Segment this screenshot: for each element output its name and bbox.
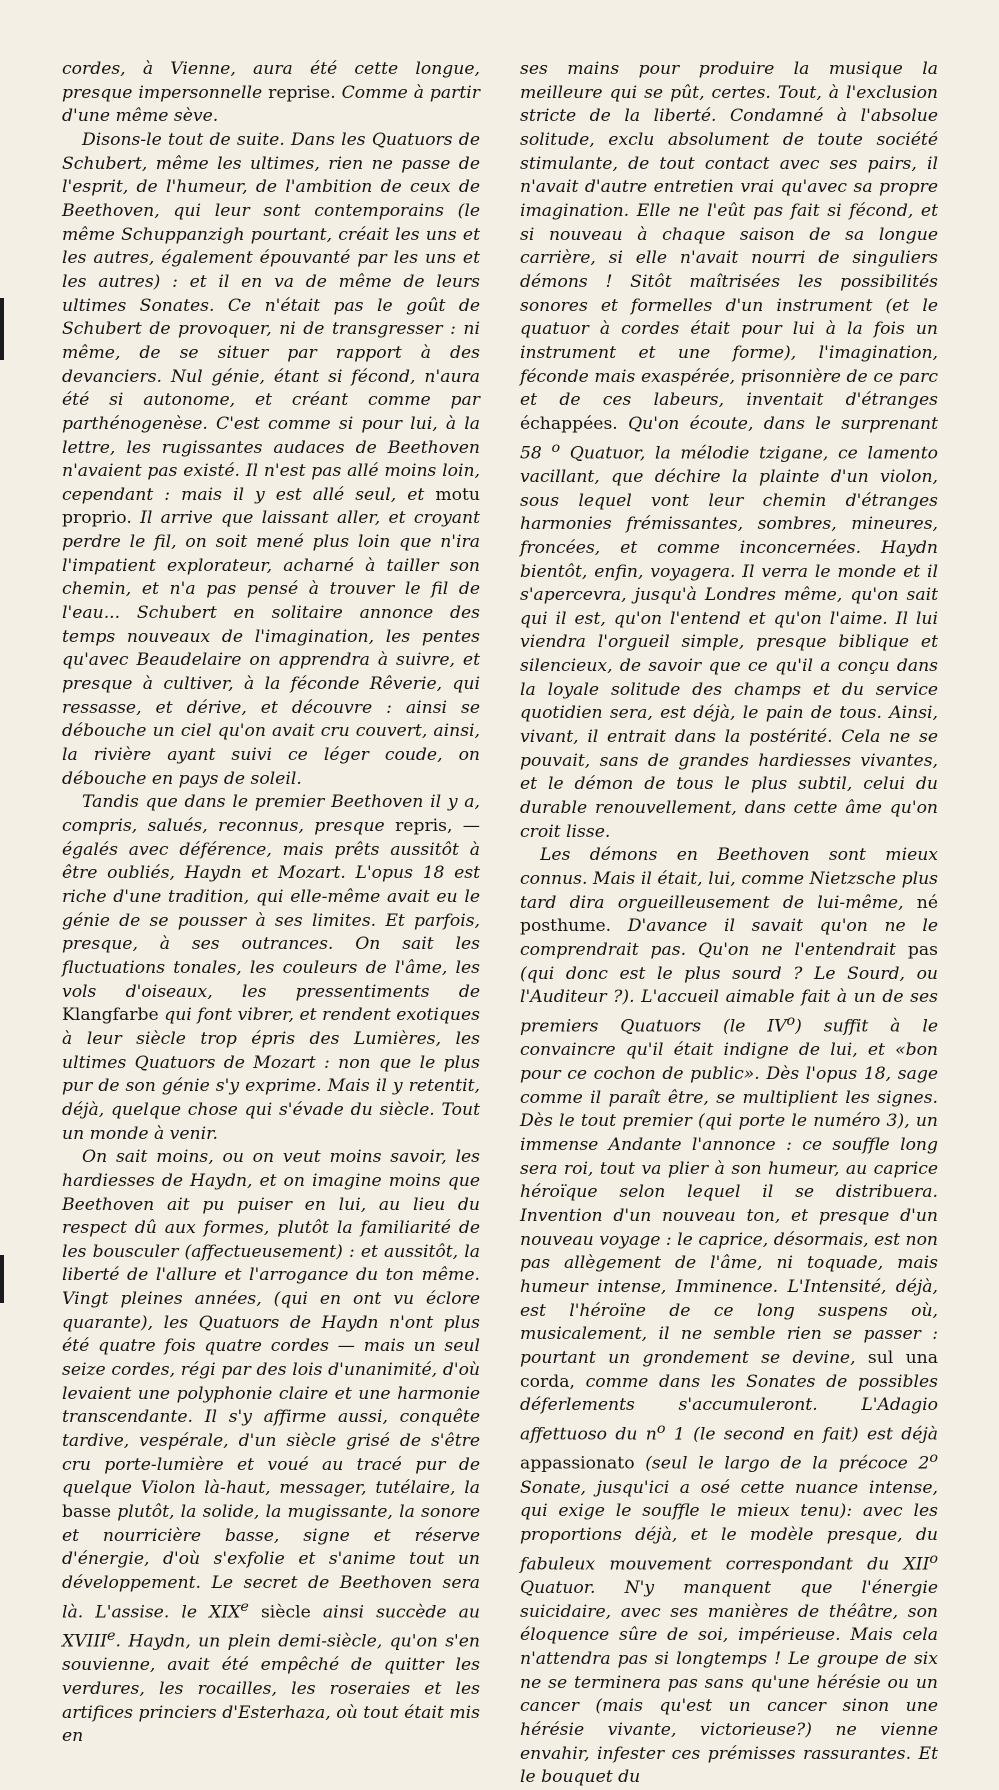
text-run: Il arrive que laissant aller, et croyant perdre le fil, on soit mené plus loin que n'ira l'impatient explorateur, acharné à tailler son chemin, et n'a pas pensé à trouver le fil de l'eau... Schubert en solitaire annonce des temps nouveaux de l'imagination, les pentes qu'avec Beaudelaire on apprendra à suivre, et presque à cultiver, à la féconde Rêverie, qui ressasse, et dérive, et découvre : ainsi se débouche un ciel qu'on avait cru couvert, ainsi, la rivière ayant suivi ce léger coude, on débouche en pays de soleil. — [62, 508, 480, 789]
upright-text-run: motu proprio. — [62, 484, 480, 529]
text-run: Tandis que dans le premier Beethoven il y a, compris, salués, reconnus, presque — [62, 792, 480, 836]
text-run: On sait moins, ou on veut moins savoir, les hardiesses de Haydn, et on imagine moins que Beethoven ait pu puiser en lui, au lieu du respect dû aux formes, plutôt la familiarité de les bousculer (affectueusement) : et aussitôt, la liberté de l'allure et l'arrogance du ton même. Vingt pleines années, (qui en ont vu éclore quarante), les Quatuors de Haydn n'ont plus été quatre fois quatre cordes — mais un seul seize cordes, régi par des lois d'unanimité, d'où levaient une polyphonie claire et une harmonie transcendante. Il s'y affirme aussi, conquête tardive, vespérale, d'un siècle grisé de s'être cru porte-lumière et voué au tracé pur de quelque Violon là-haut, messager, tutélaire, la — [62, 1147, 480, 1499]
superscript-text: o — [786, 1012, 796, 1029]
superscript-text: o — [929, 1550, 938, 1567]
margin-scan-mark — [0, 298, 4, 360]
paragraph — [62, 791, 480, 1146]
upright-text-run: échappées. — [520, 413, 618, 434]
text-run: 1 (le second en fait) est déjà — [665, 1424, 938, 1445]
paragraph — [520, 58, 938, 844]
paragraph — [62, 58, 480, 129]
text-run: Quatuor, la mélodie tzigane, ce lamento vacillant, que déchire la plainte d'un violon, sous lequel vont leur chemin d'étranges harmonies frémissantes, sombres, mineures, froncées, et comme inconcernées. Haydn bientôt, enfin, voyagera. Il verra le monde et il s'apercevra, jusqu'à Londres même, qu'on sait qui il est, qu'on l'entend et qu'on l'aime. Il lui viendra l'orgueil simple, presque biblique et silencieux, de savoir que ce qu'il a conçu dans la loyale solitude des champs et du service quotidien sera, est déjà, le pain de tous. Ainsi, vivant, il entrait dans la postérité. Cela ne se pouvait, sans de grandes hardiesses vivantes, et le démon de tous le plus subtil, celui du durable renouvellement, dans cette âme qu'on croit lisse. — [520, 443, 938, 842]
superscript-text: o — [656, 1420, 666, 1437]
text-run — [249, 1602, 261, 1622]
text-run: Sonate, jusqu'ici a osé cette nuance intense, qui exige le souffle le mieux tenu): avec les proportions déjà, et le modèle presque, du fabuleux mouvement correspondant du XII — [520, 1477, 938, 1575]
upright-text-run: appassionato — [520, 1454, 635, 1474]
text-run: qui font vibrer, et rendent exotiques à leur siècle trop épris des Lumières, les ultimes Quatuors de Mozart : non que le plus pur de son génie s'y exprime. Mais il y retentit, déjà, quelque chose qui s'évade du siècle. Tout un monde à venir. — [62, 1005, 480, 1144]
text-run: cordes, à Vienne, aura été cette longue, presque impersonnelle — [62, 59, 480, 103]
upright-text-run: né posthume. — [520, 892, 938, 937]
text-run: Disons-le tout de suite. Dans les Quatuors de Schubert, même les ultimes, rien ne passe de l'esprit, de l'humeur, de l'ambition de ceux de Beethoven, qui leur sont contemporains (le même Schuppanzigh pourtant, créait les uns et les autres, également épouvanté par les uns et les autres) : et il en va de même de leurs ultimes Sonates. Ce n'était pas le goût de Schubert de provoquer, ni de transgresser : ni même, de se situer par rapport à des devanciers. Nul génie, étant si fécond, n'aura été si autonome, et créant comme par parthénogenèse. C'est comme si pour lui, à la lettre, les rugissantes audaces de Beethoven n'avaient pas existé. Il n'est pas allé moins loin, cependant : mais il y est allé seul, et — [62, 129, 480, 505]
paragraph — [62, 1146, 480, 1749]
upright-text-run: siècle — [260, 1602, 311, 1623]
text-run: ainsi succède au XVIII — [62, 1602, 480, 1652]
upright-text-run: pas — [907, 940, 938, 961]
text-run: Les démons en Beethoven sont mieux connus. Mais il était, lui, comme Nietzsche plus tard dira orgueilleusement de lui-même, — [520, 845, 938, 913]
superscript-text: o — [929, 1450, 938, 1467]
right-text-column — [520, 58, 938, 1790]
text-run: Qu'on écoute, dans le surprenant 58 — [520, 413, 938, 464]
superscript-text: e — [240, 1598, 249, 1615]
upright-text-run: Klangfarbe — [62, 1005, 159, 1026]
upright-text-run: repris, — [395, 816, 453, 836]
upright-text-run: basse — [62, 1502, 112, 1523]
margin-scan-mark — [0, 1255, 4, 1303]
paragraph — [62, 129, 480, 791]
text-run: (seul le largo de la précoce 2 — [634, 1454, 930, 1474]
text-run: — égalés avec déférence, mais prêts aussitôt à être oubliés, Haydn et Mozart. L'opus 18 est riche d'une tradition, qui elle-même avait eu le génie de se pousser à ses limites. Et parfois, presque, à ses outrances. On sait les fluctuations tonales, les couleurs de l'âme, les vols d'oiseaux, les pressentiments de — [62, 816, 480, 1002]
text-run: . Haydn, un plein demi-siècle, qu'on s'en souvienne, avait été empêché de quitter les verdures, les rocailles, les roseraies et les artifices princiers d'Esterhaza, où tout était mis en — [62, 1631, 480, 1747]
superscript-text: e — [107, 1628, 116, 1645]
text-run: Comme à partir d'une même sève. — [62, 82, 480, 127]
upright-text-run: sul una corda, — [520, 1347, 938, 1392]
text-run: (qui donc est le plus sourd ? Le Sourd, ou l'Auditeur ?). L'accueil aimable fait à un de ses premiers Quatuors (le IV — [520, 963, 938, 1037]
upright-text-run: reprise. — [268, 82, 336, 103]
text-run: ) suffit à le convaincre qu'il était indigne de lui, et «bon pour ce cochon de public». Dès l'opus 18, sage comme il paraît être, se multiplient les signes. Dès le tout premier (qui porte le numéro 3), un immense Andante l'annonce : ce souffle long sera roi, tout va plier à son humeur, au caprice héroïque selon lequel il se distribuera. Invention d'un nouveau ton, et presque d'un nouveau voyage : le caprice, désormais, est non pas allègement de l'âme, ni toquade, mais humeur intense, Imminence. L'Intensité, déjà, est l'héroïne de ce long suspens où, musicalement, il ne semble rien se passer : pourtant un grondement se devine, — [520, 1016, 938, 1368]
text-run: Quatuor. N'y manquent que l'énergie suicidaire, avec ses manières de théâtre, son éloquence sûre de soi, impérieuse. Mais cela n'attendra pas si longtemps ! Le groupe de six ne se terminera pas sans qu'une hérésie ou un cancer (mais qu'est un cancer sinon une hérésie vivante, victorieuse?) ne vienne envahir, infester ces prémisses rassurantes. Et le bouquet du — [520, 1578, 938, 1788]
text-run: D'avance il savait qu'on ne le comprendrait pas. Qu'on ne l'entendrait — [520, 916, 938, 961]
text-run: ses mains pour produire la musique la meilleure qui se pût, certes. Tout, à l'exclusion stricte de la liberté. Condamné à l'absolue solitude, exclu absolument de toute société stimulante, de tout contact avec ses pairs, il n'avait d'autre entretien vrai qu'avec sa propre imagination. Elle ne l'eût pas fait si fécond, et si nouveau à chaque saison de sa longue carrière, si elle n'avait nourri de singuliers démons ! Sitôt maîtrisées les possibilités sonores et formelles d'un instrument (et le quatuor à cordes était pour lui à la fois un instrument et une forme), l'imagination, féconde mais exaspérée, prisonnière de ce parc et de ces labeurs, inventait d'étranges — [520, 59, 938, 411]
left-text-column — [62, 58, 480, 1749]
superscript-text: o — [551, 439, 561, 456]
text-run: comme dans les Sonates de possibles déferlements s'accumuleront. L'Adagio affettuoso du n — [520, 1371, 938, 1445]
text-run: plutôt, la solide, la mugissante, la sonore et nourricière basse, signe et réserve d'énergie, d'où s'exfolie et s'anime tout un développement. Le secret de Beethoven sera là. L'assise. le XIX — [62, 1502, 480, 1623]
paragraph — [520, 844, 938, 1790]
